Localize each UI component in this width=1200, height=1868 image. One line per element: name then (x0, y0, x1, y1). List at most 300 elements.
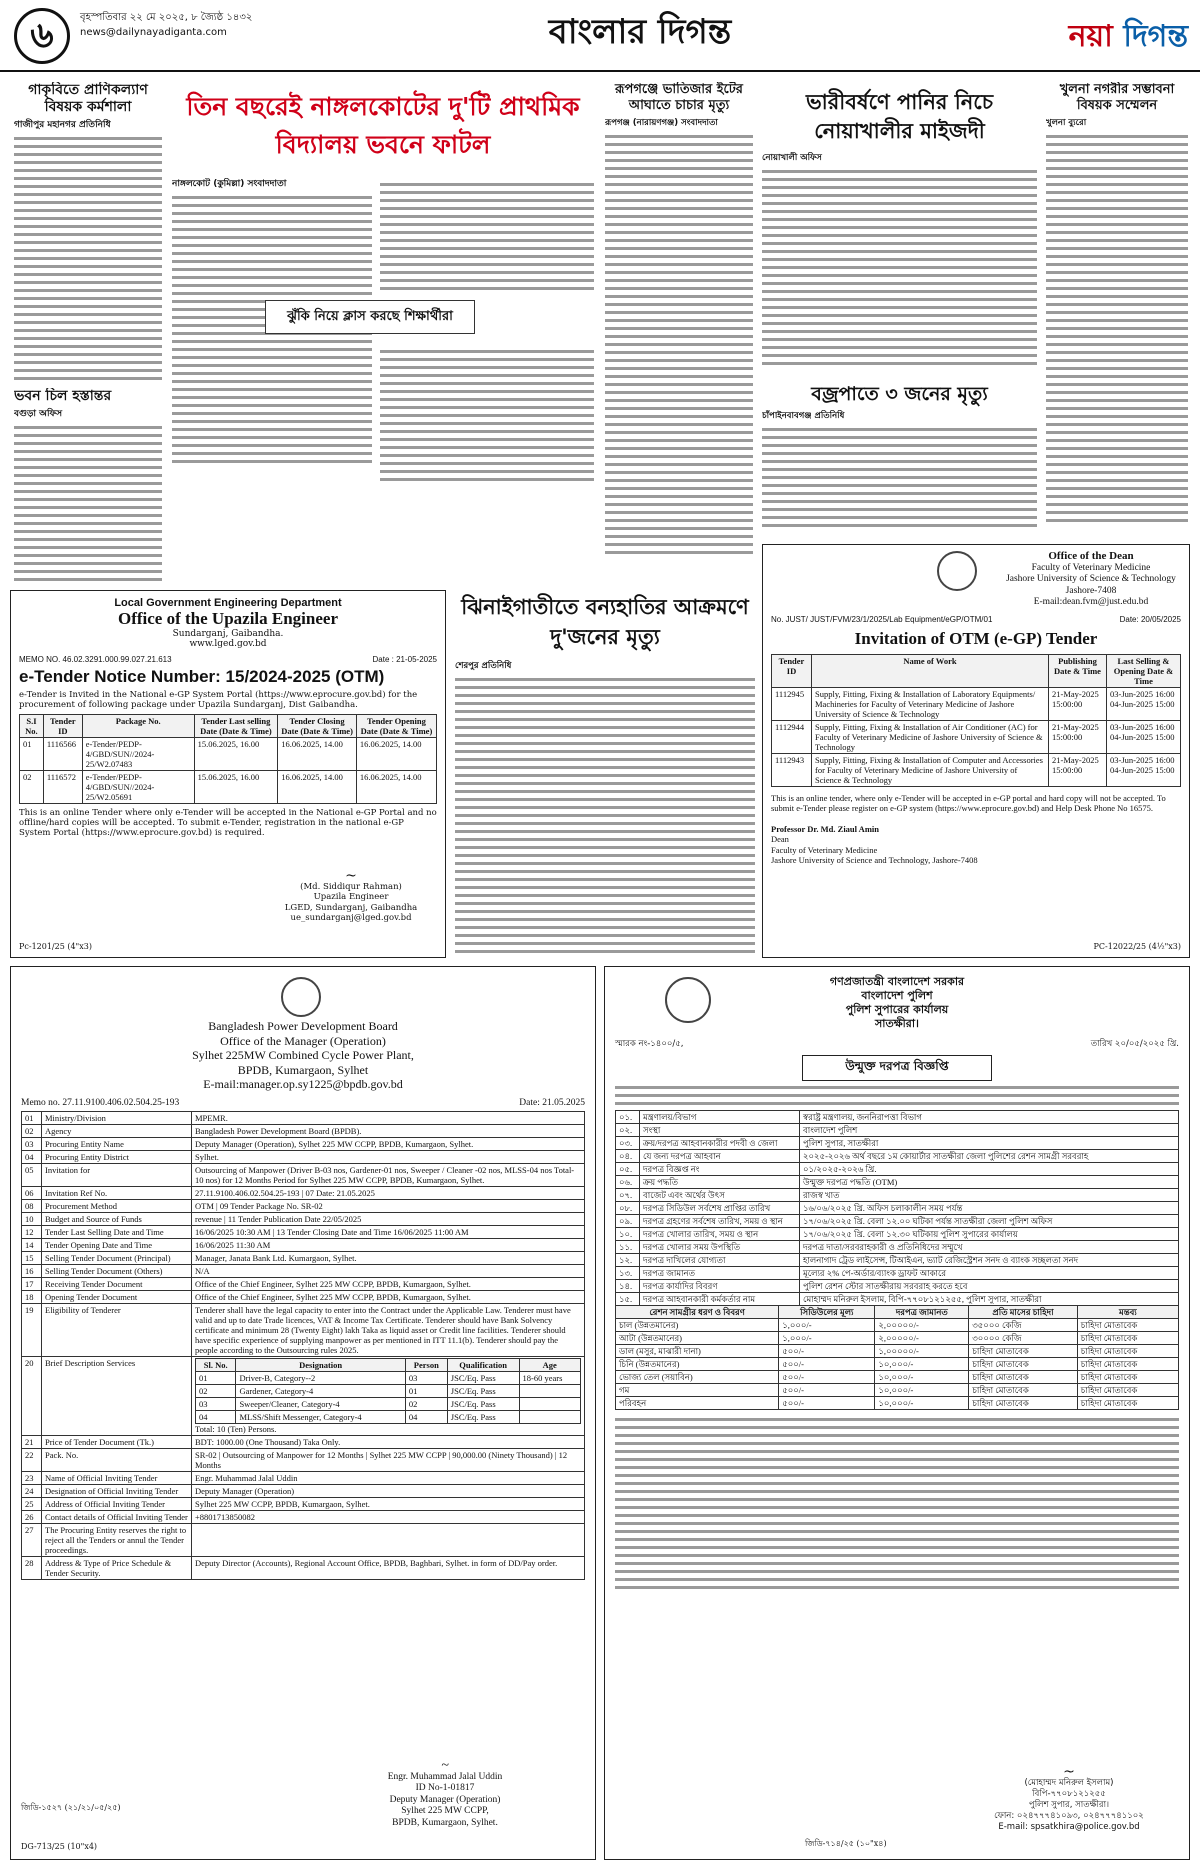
article-gakrivi (14, 82, 162, 382)
th: Person (405, 1358, 447, 1371)
cell: BDT: 1000.00 (One Thousand) Taka Only. (192, 1435, 585, 1448)
cell: চাহিদা মোতাবেক (969, 1397, 1078, 1410)
th: Tender Last selling Date (Date & Time) (194, 715, 278, 738)
cell: Supply, Fitting, Fixing & Installation of Laboratory Equipments/ Machineries for Faculty of Veterinary Medicine of Jashore University of Science & Technology (812, 687, 1049, 720)
just-table (771, 654, 1181, 787)
cell: Selling Tender Document (Principal) (42, 1251, 192, 1264)
services-label: Brief Description Services (45, 1357, 136, 1368)
lged-office: Office of the Upazila Engineer (117, 609, 338, 628)
cell: Contact details of Official Inviting Tender (42, 1510, 192, 1523)
signature-scribble: ~ (1063, 1764, 1075, 1780)
table-row (616, 1202, 1179, 1215)
cell: Manager, Janata Bank Ltd. Kumargaon, Sylhet. (192, 1251, 585, 1264)
cell (192, 1356, 585, 1435)
cell: 21-May-2025 15:00:00 (1049, 720, 1107, 753)
cell: N/A (192, 1264, 585, 1277)
table-row (22, 1484, 585, 1497)
bpdb-tender-ad (10, 966, 596, 1860)
th: সিডিউলের মূল্য (779, 1306, 875, 1319)
lged-place: Sundarganj, Gaibandha. (172, 629, 284, 639)
cell: ০৫. (616, 1163, 640, 1176)
cell: 04 (405, 1410, 447, 1423)
th: Tender ID (43, 715, 82, 738)
cell: দরপত্র বিজ্ঞপ্ত নং (640, 1163, 800, 1176)
cell: ক্রয় পদ্ধতি (640, 1176, 800, 1189)
memo-number: MEMO NO. 46.02.3291.000.99.027.21.613 (19, 655, 172, 664)
cell: 27 (22, 1523, 42, 1556)
cell: Supply, Fitting, Fixing & Installation of Computer and Accessories for Faculty of Veterinary Medicine of Jashore University of Science & Technology (812, 753, 1049, 786)
cell: দরপত্র খোলার তারিখ, সময় ও স্থান (640, 1228, 800, 1241)
cell: 1112945 (772, 687, 812, 720)
bpdb-header (21, 1019, 585, 1092)
ad-ref: PC-12022/25 (4½"x3) (1093, 942, 1181, 951)
signer-faculty: Faculty of Veterinary Medicine (771, 844, 878, 855)
cell: রাজস্ব খাত (800, 1189, 1179, 1202)
just-signature (771, 824, 1181, 866)
just-tender-ad (762, 544, 1190, 958)
just-memo-row (771, 615, 1181, 624)
cell: e-Tender/PEDP-4/GBD/SUN//2024-25/W2.05691 (82, 771, 194, 804)
headline: ভবন চিল হস্তান্তর (14, 388, 112, 404)
cell: 01 (405, 1384, 447, 1397)
table-row (22, 1497, 585, 1510)
table-row (22, 1251, 585, 1264)
cell: দরপত্র গ্রহণের সর্বশেষ তারিখ, সময় ও স্থান (640, 1215, 800, 1228)
table-row (772, 720, 1181, 753)
cell: Bangladesh Power Development Board (BPDB). (192, 1124, 585, 1137)
cell: ১৬/০৬/২০২৫ খ্রি. অফিস চলাকালীন সময় পর্যন্ত (800, 1202, 1179, 1215)
cell: Tenderer shall have the legal capacity to enter into the Contract under the Applicable Law. Tenderer must have valid and up to date Trade licences, VAT & Income Tax Certificate. Tenderer should have Bank Solvency certificate and minimum 28 (Twenty Eight) lakh Taka as liquid asset or Credit line facilities. Tenderer should have specific experience of supplying manpower as per mentioned in ITT 11.1(b). Tenderer should pay the people according to the Outsourcing rules 2025. (192, 1303, 585, 1356)
cell: পরিবহন (616, 1397, 779, 1410)
body-text (762, 170, 1037, 365)
cell: 15.06.2025, 16.00 (194, 738, 278, 771)
cell: Pack. No. (42, 1448, 192, 1471)
cell: চাহিদা মোতাবেক (1077, 1384, 1178, 1397)
cell: 02 (405, 1397, 447, 1410)
lged-table (19, 714, 437, 804)
cell: যে জন্য দরপত্র আহবান (640, 1150, 800, 1163)
signer-name: (Md. Siddiqur Rahman) (300, 881, 402, 892)
signer-id: বিপি-৭৭০৮১২১২৫৫ (1032, 1789, 1106, 1799)
headline-noakhali: ভারীবর্ষণে পানির নিচে নোয়াখালীর মাইজদী (805, 90, 994, 143)
table-row (616, 1371, 1179, 1384)
article-noakhali (762, 152, 1037, 372)
cell: Office of the Chief Engineer, Sylhet 225 MW CCPP, BPDB, Kumargaon, Sylhet. (192, 1290, 585, 1303)
cell: 16/06/2025 10:30 AM | 13 Tender Closing Date and Time 16/06/2025 11:00 AM (192, 1225, 585, 1238)
cell: দরপত্র আহবানকারী কর্মকর্তার নাম (640, 1293, 800, 1306)
section-title: বাংলার দিগন্ত (548, 12, 732, 52)
cell: Address of Official Inviting Tender (42, 1497, 192, 1510)
cell: Invitation Ref No. (42, 1186, 192, 1199)
cell: দরপত্র খোলার সময় উপস্থিতি (640, 1241, 800, 1254)
signer-phone: ফোন: ০২৪৭৭৭৪১০৯৩, ০২৪৭৭৭৪১১০২ (994, 1811, 1144, 1821)
cell (192, 1523, 585, 1556)
cell: মূল্যের ২% পে-অর্ডার/ব্যাংক ড্রাফট আকারে (800, 1267, 1179, 1280)
byline: নাঙ্গলকোট (কুমিল্লা) সংবাদদাতা (172, 179, 287, 189)
lged-signature (271, 868, 431, 924)
bpdb-table-2 (21, 1435, 585, 1580)
cell: 01 (22, 1111, 42, 1124)
cell: চাহিদা মোতাবেক (969, 1371, 1078, 1384)
cell: 04 (22, 1150, 42, 1163)
lged-web: www.lged.gov.bd (189, 639, 267, 649)
lged-dept: Local Government Engineering Department (114, 597, 342, 609)
bpdb-logo-icon (281, 977, 321, 1017)
table-row (22, 1356, 585, 1435)
signer-name: Professor Dr. Md. Ziaul Amin (771, 823, 879, 834)
table-row (22, 1238, 585, 1251)
cell: ১০,০০০/- (875, 1397, 969, 1410)
cell: 02 (22, 1124, 42, 1137)
cell: মোহাম্মদ মনিরুল ইসলাম, বিপি-৭৭০৮১২১২৫৫, পুলিশ সুপার, সাতক্ষীরা (800, 1293, 1179, 1306)
cell: Address & Type of Price Schedule & Tender Security. (42, 1556, 192, 1579)
cell: The Procuring Entity reserves the right to reject all the Tenders or annul the Tender proceedings. (42, 1523, 192, 1556)
cell: ০৭. (616, 1189, 640, 1202)
memo-number: Memo no. 27.11.9100.406.02.504.25-193 (21, 1097, 180, 1108)
cell: চাহিদা মোতাবেক (1077, 1332, 1178, 1345)
cell: ০২. (616, 1124, 640, 1137)
cell: ১৫. (616, 1293, 640, 1306)
org-name: বাংলাদেশ পুলিশ (861, 989, 933, 1002)
cell: দরপত্র কার্যাদির বিবরণ (640, 1280, 800, 1293)
cell: 25 (22, 1497, 42, 1510)
table-row (196, 1397, 581, 1410)
th: Designation (236, 1358, 405, 1371)
table-row (22, 1435, 585, 1448)
cell: 28 (22, 1556, 42, 1579)
cell: 17 (22, 1277, 42, 1290)
table-row (22, 1137, 585, 1150)
services-total: Total: 10 (Ten) Persons. (195, 1423, 277, 1434)
lged-memo-row (19, 655, 437, 664)
cell: আটা (উন্নতমানের) (616, 1332, 779, 1345)
cell: ১৩. (616, 1267, 640, 1280)
cell: হালনাগাদ ট্রেড লাইসেন্স, টিআইএন, ভ্যাট রেজিস্ট্রেশন সনদ ও ব্যাংক সচ্ছলতা সনদ (800, 1254, 1179, 1267)
ad-ref: Pc-1201/25 (4"x3) (19, 942, 92, 951)
cell: MPEMR. (192, 1111, 585, 1124)
cell: চাহিদা মোতাবেক (1077, 1345, 1178, 1358)
table-row (616, 1345, 1179, 1358)
table-header (196, 1358, 581, 1371)
signer-university: Jashore University of Science and Technology, Jashore-7408 (771, 855, 978, 865)
table-row (22, 1277, 585, 1290)
table-row (616, 1332, 1179, 1345)
bpdb-services-row (21, 1356, 585, 1436)
cell: ২০২৫-২০২৬ অর্থ বছরে ১ম কোয়ার্টার সাতক্ষীরা জেলা পুলিশের রেশন সামগ্রী সরবরাহ (800, 1150, 1179, 1163)
table-row (616, 1319, 1179, 1332)
table-header (20, 715, 437, 738)
cell: ০৮. (616, 1202, 640, 1215)
newspaper-logo: নয়া দিগন্ত (1068, 19, 1188, 54)
cell: ০৯. (616, 1215, 640, 1228)
cell: 03-Jun-2025 16:00 04-Jun-2025 15:00 (1107, 753, 1181, 786)
table-row (22, 1523, 585, 1556)
table-row (772, 687, 1181, 720)
cell: Sweeper/Cleaner, Category-4 (236, 1397, 405, 1410)
lged-tender-ad (10, 590, 446, 958)
police-title: উন্মুক্ত দরপত্র বিজ্ঞপ্তি (802, 1055, 992, 1081)
byline: শেরপুর প্রতিনিধি (455, 661, 512, 671)
cell: Receiving Tender Document (42, 1277, 192, 1290)
cell: ১০. (616, 1228, 640, 1241)
table-row (22, 1264, 585, 1277)
th: Qualification (447, 1358, 519, 1371)
cell: দরপত্র দাতা/সরবরাহকারী ও প্রতিনিধিদের সম্মুখে (800, 1241, 1179, 1254)
article-rupganj (605, 82, 753, 582)
signer-title: Upazila Engineer (313, 892, 389, 902)
signature-scribble: ~ (345, 868, 357, 884)
cell: ক্রয়/দরপত্র আহবানকারীর পদবী ও জেলা (640, 1137, 800, 1150)
article-bajrapat (762, 410, 1037, 530)
cell: Outsourcing of Manpower (Driver B-03 nos, Gardener-01 nos, Sweeper / Cleaner -02 nos, MLSS-04 nos Total-10 nos) for 12 Months Period for Sylhet 225 MW CCPP, BPDB, Kumargaon, Sylhet. (192, 1163, 585, 1186)
table-row (196, 1410, 581, 1423)
cell: Budget and Source of Funds (42, 1212, 192, 1225)
body-text (14, 426, 162, 581)
cell: দরপত্র জামানত (640, 1267, 800, 1280)
cell: ০৪. (616, 1150, 640, 1163)
cell: ৫০০/- (779, 1371, 875, 1384)
cell: 27.11.9100.406.02.504.25-193 | 07 Date: 21.05.2025 (192, 1186, 585, 1199)
cell: Gardener, Category-4 (236, 1384, 405, 1397)
university-name: Jashore University of Science & Technology (1006, 574, 1176, 584)
cell: Procuring Entity Name (42, 1137, 192, 1150)
cell: ১,০০০/- (779, 1319, 875, 1332)
table-row (22, 1111, 585, 1124)
th: প্রতি মাসের চাহিদা (969, 1306, 1078, 1319)
cell: Tender Opening Date and Time (42, 1238, 192, 1251)
signer-email: E-mail: spsatkhira@police.gov.bd (998, 1822, 1140, 1832)
cell: মন্ত্রণালয়/বিভাগ (640, 1111, 800, 1124)
cell: চাহিদা মোতাবেক (969, 1358, 1078, 1371)
cell: Ministry/Division (42, 1111, 192, 1124)
headline-bajrapat: বজ্রপাতে ৩ জনের মৃত্যু (811, 383, 988, 405)
cell: চাহিদা মোতাবেক (969, 1345, 1078, 1358)
table-row (616, 1358, 1179, 1371)
memo-number: স্মারক নং-১৪০০/৫, (615, 1039, 684, 1049)
signature-scribble: ~ (441, 1758, 449, 1773)
cell: ৫০০/- (779, 1397, 875, 1410)
cell: 16.06.2025, 14.00 (278, 738, 357, 771)
ad-ref: DG-713/25 (10"x4) (21, 1842, 98, 1851)
th: রেশন সামগ্রীর ধরণ ও বিবরণ (616, 1306, 779, 1319)
main-headline: তিন বছরেই নাঙ্গলকোটের দু'টি প্রাথমিক বিদ্যালয় ভবনে ফাটল (186, 92, 580, 159)
signer-plant: Sylhet 225 MW CCPP, (401, 1806, 489, 1816)
cell: চাল (উন্নতমানের) (616, 1319, 779, 1332)
table-row (22, 1212, 585, 1225)
table-row (616, 1254, 1179, 1267)
cell: 16.06.2025, 14.00 (356, 738, 436, 771)
table-row (20, 771, 437, 804)
cell: JSC/Eq. Pass (447, 1410, 519, 1423)
th: Package No. (82, 715, 194, 738)
cell (519, 1410, 581, 1423)
cell: ১৭/০৬/২০২৫ খ্রি. বেলা ১২.৩০ ঘটিকায় পুলিশ সুপারের কার্যালয় (800, 1228, 1179, 1241)
cell: 1112943 (772, 753, 812, 786)
cell: 15.06.2025, 16.00 (194, 771, 278, 804)
cell: 02 (196, 1384, 236, 1397)
cell: ১২. (616, 1254, 640, 1267)
cell: ১১. (616, 1241, 640, 1254)
byline: খুলনা ব্যুরো (1046, 118, 1087, 128)
police-emblem-icon (665, 977, 711, 1023)
table-row (616, 1241, 1179, 1254)
cell: চিনি (উন্নতমানের) (616, 1358, 779, 1371)
headline-elephant: ঝিনাইগাতীতে বন্যহাতির আক্রমণে দু'জনের মৃত্যু (461, 595, 749, 649)
cell: 16.06.2025, 14.00 (278, 771, 357, 804)
issue-date: বৃহস্পতিবার ২২ মে ২০২৫, ৮ জ্যৈষ্ঠ ১৪৩২ (80, 12, 253, 23)
cell: revenue | 11 Tender Publication Date 22/05/2025 (192, 1212, 585, 1225)
signer-title: পুলিশ সুপার, সাতক্ষীরা। (1028, 1800, 1110, 1810)
cell: 22 (22, 1448, 42, 1471)
police-memo-row (615, 1037, 1179, 1051)
cell: 10 (22, 1212, 42, 1225)
table-row (22, 1186, 585, 1199)
cell: 15 (22, 1251, 42, 1264)
body-text (1046, 135, 1188, 522)
table-row (22, 1150, 585, 1163)
cell: 18-60 years (519, 1371, 581, 1384)
police-conditions (615, 1418, 1179, 1589)
table-row (22, 1510, 585, 1523)
cell: 16.06.2025, 14.00 (356, 771, 436, 804)
cell: চাহিদা মোতাবেক (1077, 1319, 1178, 1332)
table-row (616, 1397, 1179, 1410)
cell: Deputy Director (Accounts), Regional Account Office, BPDB, Baghbari, Sylhet. in form of DD/Pay order. (192, 1556, 585, 1579)
signer-name: Engr. Muhammad Jalal Uddin (387, 1771, 503, 1782)
signer-title: Dean (771, 834, 789, 844)
headline: গাকৃবিতে প্রাণিকল্যাণ বিষয়ক কর্মশালা (28, 82, 148, 115)
cell: 04 (196, 1410, 236, 1423)
cell: JSC/Eq. Pass (447, 1371, 519, 1384)
cell: পুলিশ রেশন স্টোর সাতক্ষীরায় সরবরাহ করতে হবে (800, 1280, 1179, 1293)
cell: Deputy Manager (Operation) (192, 1484, 585, 1497)
table-row (616, 1215, 1179, 1228)
table-row (616, 1189, 1179, 1202)
services-table (195, 1358, 581, 1424)
cell: Procurement Method (42, 1199, 192, 1212)
cell: পুলিশ সুপার, সাতক্ষীরা (800, 1137, 1179, 1150)
cell: বাংলাদেশ পুলিশ (800, 1124, 1179, 1137)
table-row (616, 1228, 1179, 1241)
cell: ১,০০০/- (779, 1332, 875, 1345)
cell: ভোজ্য তেল (সয়াবিন) (616, 1371, 779, 1384)
cell: 05 (22, 1163, 42, 1186)
cell: Agency (42, 1124, 192, 1137)
cell: দরপত্র দাখিলের যোগ্যতা (640, 1254, 800, 1267)
cell: ১০,০০০/- (875, 1384, 969, 1397)
table-row (616, 1111, 1179, 1124)
cell: ডাল (মসুর, মাঝারী দানা) (616, 1345, 779, 1358)
district: সাতক্ষীরা। (875, 1017, 919, 1030)
article-elephant (455, 660, 755, 956)
table-row (616, 1267, 1179, 1280)
th: Tender Closing Date (Date & Time) (278, 715, 357, 738)
cell: 02 (20, 771, 44, 804)
cell: 03 (196, 1397, 236, 1410)
contact-email: news@dailynayadiganta.com (80, 27, 227, 38)
just-title: Invitation of OTM (e-GP) Tender (854, 628, 1098, 648)
table-row (616, 1280, 1179, 1293)
table-row (22, 1556, 585, 1579)
main-body-col2 (380, 178, 594, 484)
office-name: Office of the Dean (1048, 550, 1134, 562)
table-row (616, 1163, 1179, 1176)
cell (519, 1397, 581, 1410)
email: E-mail:manager.op.sy1225@bpdb.gov.bd (203, 1077, 403, 1091)
cell: গম (616, 1384, 779, 1397)
cell: 01 (20, 738, 44, 771)
body-text (762, 428, 1037, 527)
cell: 03-Jun-2025 16:00 04-Jun-2025 15:00 (1107, 687, 1181, 720)
cell: চাহিদা মোতাবেক (969, 1384, 1078, 1397)
lged-note: This is an online Tender where only e-Tender will be accepted in the National e-GP Portal and no offline/hard copies will be accepted. To submit e-Tender, registration in the national e-GP System Portal (https://www.eprocure.gov.bd) is required. (19, 808, 437, 838)
cell (42, 1356, 192, 1435)
table-row (772, 753, 1181, 786)
th: S.I No. (20, 715, 44, 738)
cell: 16/06/2025 11:30 AM (192, 1238, 585, 1251)
university-logo-icon (937, 551, 977, 591)
police-tender-ad (604, 966, 1190, 1860)
table-row (616, 1384, 1179, 1397)
cell: 21-May-2025 15:00:00 (1049, 687, 1107, 720)
cell: JSC/Eq. Pass (447, 1397, 519, 1410)
cell: বাজেট এবং অর্থের উৎস (640, 1189, 800, 1202)
ad-ref-2: জিডি-১৫২৭ (২১/২১/০৫/২৫) (21, 1803, 121, 1812)
table-row (22, 1290, 585, 1303)
table-row (196, 1384, 581, 1397)
memo-date: তারিখ ২০/০৫/২০২৫ খ্রি. (1090, 1039, 1179, 1049)
office-name: পুলিশ সুপারের কার্যালয় (845, 1003, 949, 1016)
table-row (196, 1371, 581, 1384)
cell: 16 (22, 1264, 42, 1277)
address: BPDB, Kumargaon, Sylhet (237, 1062, 369, 1077)
office-name: Office of the Manager (Operation) (220, 1033, 386, 1048)
cell: 19 (22, 1303, 42, 1356)
cell: ০১. (616, 1111, 640, 1124)
table-row (616, 1137, 1179, 1150)
plant-name: Sylhet 225MW Combined Cycle Power Plant, (192, 1048, 414, 1062)
cell: 03 (405, 1371, 447, 1384)
bpdb-table (21, 1111, 585, 1357)
signer-name: (মোহাম্মদ মনিরুল ইসলাম) (1024, 1778, 1114, 1788)
cell: ৩০০০০ কেজি (969, 1332, 1078, 1345)
police-items-table (615, 1305, 1179, 1410)
cell: Sylhet. (192, 1150, 585, 1163)
ad-ref: জিডি-৭১৪/২৫ (১০"x৪) (805, 1839, 887, 1848)
cell: ২,০০০০০/- (875, 1332, 969, 1345)
cell: ১৪. (616, 1280, 640, 1293)
cell: Designation of Official Inviting Tender (42, 1484, 192, 1497)
cell: SR-02 | Outsourcing of Manpower for 12 Months | Sylhet 225 MW CCPP | 90,000.00 (Ninety Thousand) | 12 Months (192, 1448, 585, 1471)
th: Last Selling & Opening Date & Time (1107, 654, 1181, 687)
cell: Deputy Manager (Operation), Sylhet 225 MW CCPP, BPDB, Kumargaon, Sylhet. (192, 1137, 585, 1150)
table-row (22, 1471, 585, 1484)
cell: 06 (22, 1186, 42, 1199)
cell: Name of Official Inviting Tender (42, 1471, 192, 1484)
main-subhead-box: ঝুঁকি নিয়ে ক্লাস করছে শিক্ষার্থীরা (265, 300, 475, 334)
cell: চাহিদা মোতাবেক (1077, 1397, 1178, 1410)
memo-number: No. JUST/ JUST/FVM/23/1/2025/Lab Equipment/eGP/OTM/01 (771, 614, 993, 624)
signer-address: BPDB, Kumargaon, Sylhet. (392, 1817, 498, 1828)
signer-email: ue_sundarganj@lged.gov.bd (290, 913, 412, 923)
cell: Sylhet 225 MW CCPP, BPDB, Kumargaon, Sylhet. (192, 1497, 585, 1510)
cell: সংস্থা (640, 1124, 800, 1137)
article-bhaban (14, 388, 162, 588)
table-header (616, 1306, 1179, 1319)
cell: 1112944 (772, 720, 812, 753)
cell: উন্মুক্ত দরপত্র পদ্ধতি (OTM) (800, 1176, 1179, 1189)
bpdb-signature (345, 1760, 545, 1829)
